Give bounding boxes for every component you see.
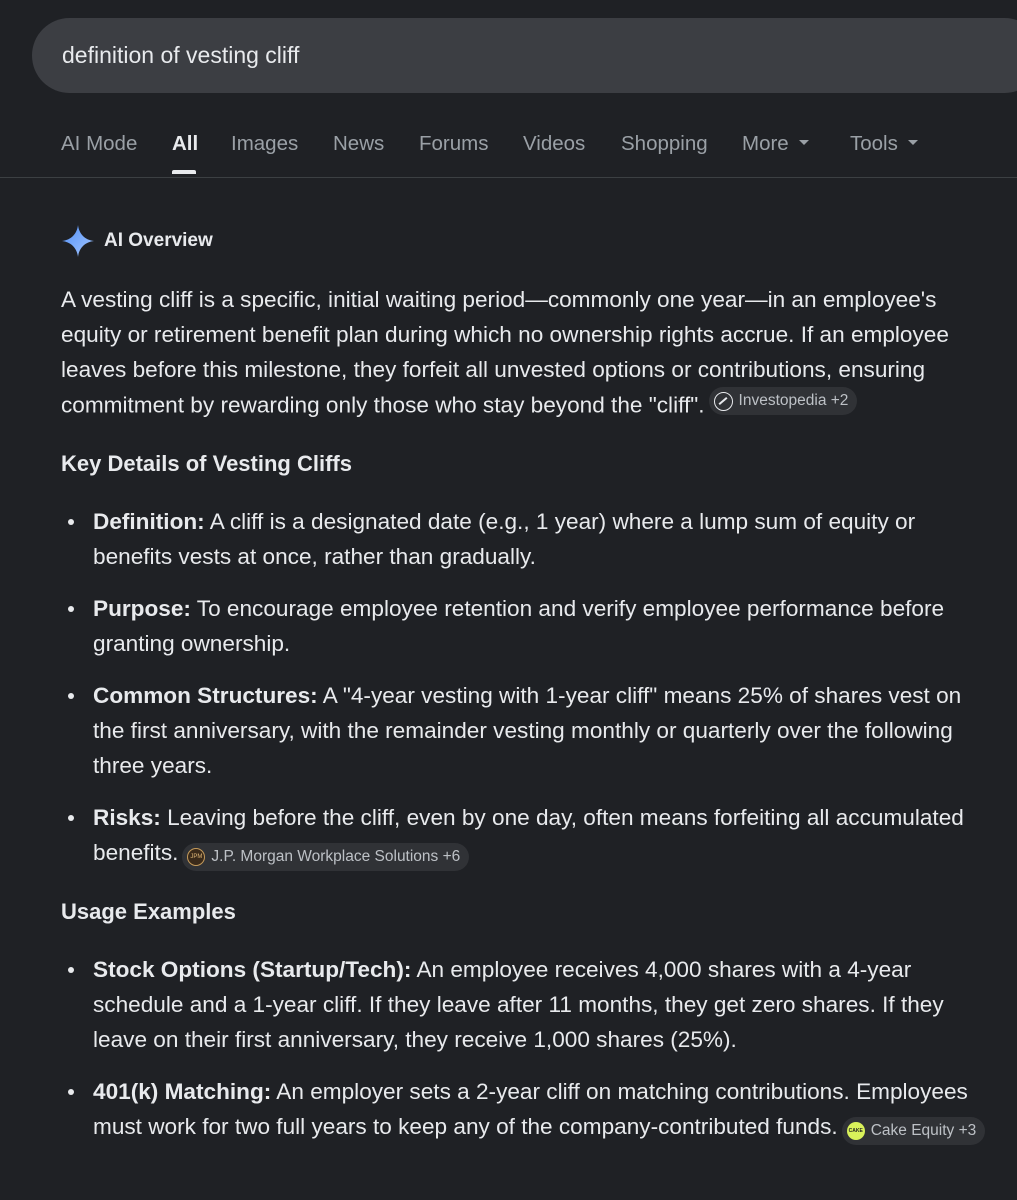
tab-videos[interactable]: Videos — [523, 132, 586, 155]
item-text: An employer sets a 2-year cliff on matching contributions. Employees must work for two full years to keep any of the company-contributed funds. — [93, 1078, 968, 1139]
intro-text: A vesting cliff is a specific, initial waiting period—commonly one year—in an employee's equity or retirement benefit plan during which no ownership rights accrue. If an employee leaves before this milestone, they forfeit all unvested options or contributions, ensuring commitment by rewarding only those who stay beyond the "cliff". — [61, 287, 949, 418]
item-term: Purpose: — [93, 595, 191, 621]
key-details-heading: Key Details of Vesting Cliffs — [61, 450, 352, 476]
source-chip-jpmorgan[interactable] — [182, 843, 469, 871]
list-item — [61, 952, 991, 1057]
ai-overview-title: AI Overview — [104, 230, 213, 251]
tabs-divider — [0, 177, 1017, 178]
item-text: A cliff is a designated date (e.g., 1 year) where a lump sum of equity or benefits vests at once, rather than gradually. — [93, 508, 916, 569]
caret-down-icon — [908, 140, 918, 145]
tab-more-label: More — [742, 132, 789, 155]
search-bar[interactable] — [32, 18, 1017, 93]
cake-equity-logo-icon: CAKE — [847, 1122, 865, 1140]
key-details-list — [61, 504, 991, 871]
item-term: Definition: — [93, 508, 205, 534]
list-item — [61, 1074, 991, 1145]
item-term: Risks: — [93, 804, 161, 830]
ai-overview-content — [61, 282, 991, 1145]
list-item — [61, 678, 991, 783]
source-chip-investopedia[interactable] — [709, 387, 858, 415]
source-chip-label: J.P. Morgan Workplace Solutions +6 — [211, 847, 461, 865]
tab-more[interactable] — [742, 132, 809, 156]
tab-all[interactable]: All — [172, 132, 199, 155]
item-text: An employee receives 4,000 shares with a 4-year schedule and a 1-year cliff. If they leave after 11 months, they get zero shares. If they leave on their first anniversary, they receive 1,000 shares (25%). — [93, 956, 944, 1052]
search-tabs — [0, 118, 1017, 178]
search-input[interactable] — [62, 18, 962, 93]
list-item — [61, 591, 991, 661]
active-tab-indicator — [172, 170, 196, 174]
item-text: A "4-year vesting with 1-year cliff" means 25% of shares vest on the first anniversary, with the remainder vesting monthly or quarterly over the following three years. — [93, 682, 962, 778]
list-item — [61, 800, 991, 871]
usage-examples-list — [61, 952, 991, 1145]
tab-tools-label: Tools — [850, 132, 898, 155]
tab-shopping[interactable]: Shopping — [621, 132, 708, 155]
tab-tools[interactable] — [850, 132, 918, 156]
tab-images[interactable]: Images — [231, 132, 299, 155]
list-item — [61, 504, 991, 574]
ai-overview-intro — [61, 282, 991, 423]
tab-ai-mode[interactable]: AI Mode — [61, 132, 138, 155]
jpmorgan-logo-icon: JPM — [187, 848, 205, 866]
caret-down-icon — [799, 140, 809, 145]
tab-news[interactable]: News — [333, 132, 385, 155]
source-chip-label: Investopedia +2 — [738, 392, 849, 409]
item-term: 401(k) Matching: — [93, 1078, 272, 1104]
source-chip-cake-equity[interactable] — [842, 1117, 986, 1145]
item-term: Common Structures: — [93, 682, 318, 708]
source-chip-label: Cake Equity +3 — [870, 1121, 977, 1139]
investopedia-logo-icon — [714, 392, 733, 411]
item-term: Stock Options (Startup/Tech): — [93, 956, 412, 982]
sparkle-icon — [61, 224, 95, 258]
usage-examples-heading: Usage Examples — [61, 898, 236, 924]
item-text: Leaving before the cliff, even by one day, often means forfeiting all accumulated benefits. — [93, 804, 964, 865]
item-text: To encourage employee retention and verify employee performance before granting ownership. — [93, 595, 945, 656]
tab-forums[interactable]: Forums — [419, 132, 489, 155]
